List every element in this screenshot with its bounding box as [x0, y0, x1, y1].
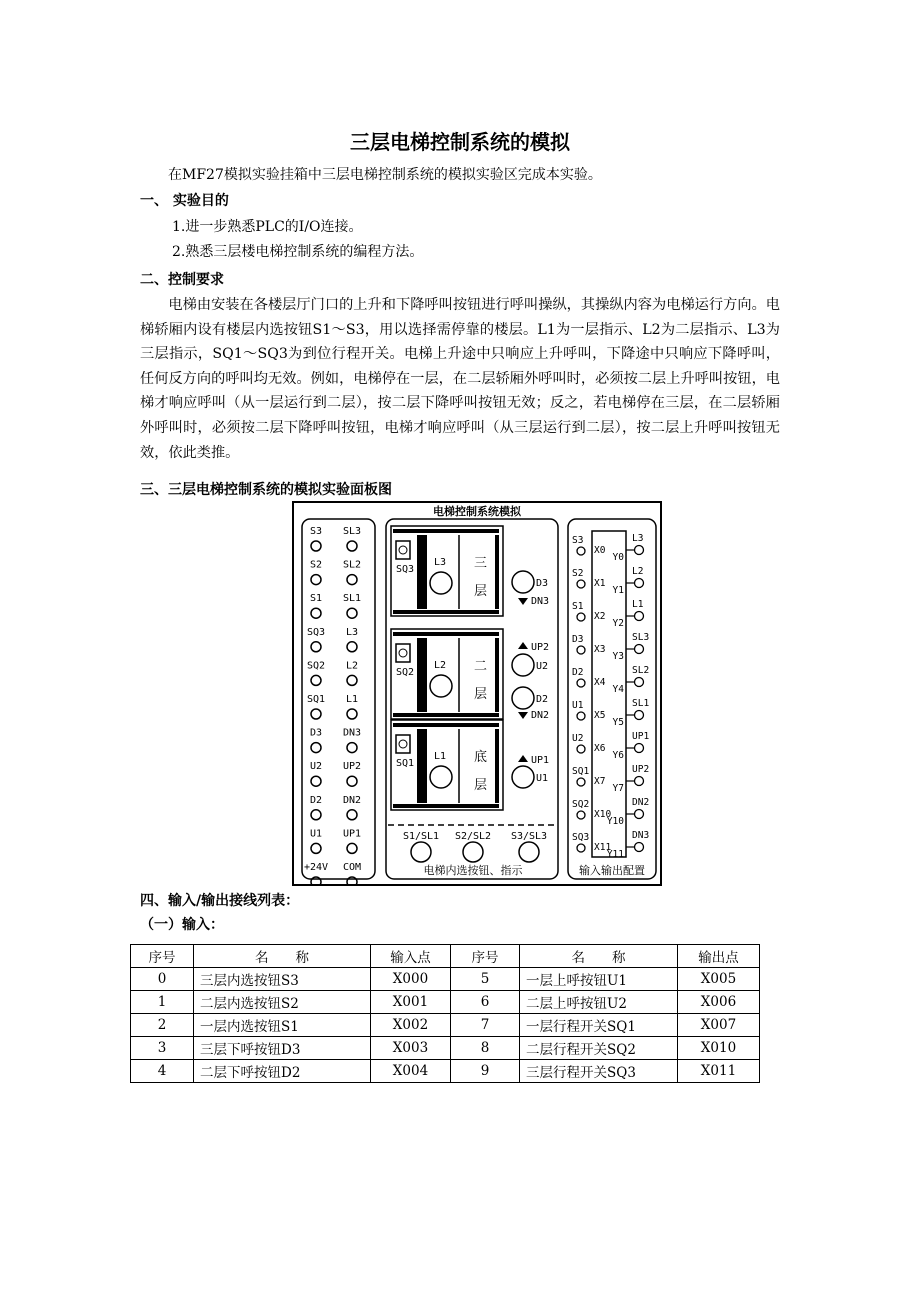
- table-header: 名 称: [520, 945, 678, 968]
- io-input-label: D2: [572, 667, 584, 678]
- call-label: U1: [536, 773, 549, 784]
- io-output-label: SL3: [632, 632, 650, 643]
- io-output-label: UP1: [632, 731, 650, 742]
- io-x-label: X4: [594, 677, 606, 688]
- table-cell: 二层上呼按钮U2: [520, 991, 678, 1014]
- floor-limit-switch-label: SQ1: [396, 758, 415, 769]
- table-cell: 一层上呼按钮U1: [520, 968, 678, 991]
- io-caption: 输入输出配置: [579, 864, 645, 877]
- objective-item: 1.进一步熟悉PLC的I/O连接。: [172, 219, 363, 235]
- floor-name: 层: [474, 687, 488, 702]
- table-cell: X004: [371, 1060, 451, 1083]
- io-output-label: L1: [632, 599, 644, 610]
- table-row: [131, 1060, 760, 1083]
- table-cell: 二层下呼按钮D2: [194, 1060, 371, 1083]
- table-cell: X005: [678, 968, 760, 991]
- table-cell: 二层行程开关SQ2: [520, 1037, 678, 1060]
- terminal-label: UP1: [342, 828, 362, 840]
- terminal-label: SQ1: [306, 694, 326, 705]
- table-cell: 一层行程开关SQ1: [520, 1014, 678, 1037]
- terminal-label: SQ3: [306, 626, 326, 638]
- table-cell: 二层内选按钮S2: [194, 991, 371, 1014]
- table-cell: 4: [131, 1060, 194, 1083]
- input-subheading: （一）输入：: [140, 917, 224, 933]
- floor-lamp-label: L1: [434, 751, 447, 762]
- table-cell: 三层内选按钮S3: [194, 968, 371, 991]
- io-output-label: L2: [632, 566, 644, 577]
- intro-text: 在MF27模拟实验挂箱中三层电梯控制系统的模拟实验区完成本实验。: [168, 167, 602, 183]
- table-cell: X001: [371, 991, 451, 1014]
- floor-limit-switch-label: SQ3: [396, 564, 415, 575]
- page-title: 三层电梯控制系统的模拟: [350, 130, 570, 154]
- table-cell: 5: [451, 968, 520, 991]
- terminal-label: DN3: [342, 727, 362, 739]
- io-input-label: SQ1: [572, 766, 590, 777]
- io-output-label: DN3: [632, 830, 650, 841]
- section-1-heading: 一、 实验目的: [140, 193, 229, 209]
- terminal-label: SL3: [342, 526, 362, 537]
- floor-name: 层: [474, 778, 488, 793]
- io-y-label: Y2: [612, 618, 624, 629]
- panel-title: 电梯控制系统模拟: [433, 505, 521, 518]
- floor-name: 底: [474, 750, 488, 765]
- table-row: [131, 991, 760, 1014]
- terminal-label: +24V: [303, 862, 329, 873]
- inner-caption: 电梯内选按钮、指示: [423, 864, 523, 877]
- io-output-label: L3: [632, 533, 644, 544]
- io-x-label: X10: [594, 809, 612, 820]
- io-input-label: SQ3: [572, 832, 590, 843]
- terminal-label: S3: [309, 526, 323, 537]
- io-input-label: D3: [572, 634, 584, 645]
- call-label: UP1: [531, 755, 550, 766]
- floor-name: 三: [474, 556, 488, 571]
- terminal-label: L3: [345, 626, 359, 638]
- call-label: DN3: [531, 596, 550, 607]
- inner-button-label: S3/SL3: [510, 831, 548, 842]
- terminal-label: SL1: [342, 593, 362, 605]
- table-cell: 6: [451, 991, 520, 1014]
- table-cell: 一层内选按钮S1: [194, 1014, 371, 1037]
- io-table: [130, 944, 760, 1083]
- table-cell: 9: [451, 1060, 520, 1083]
- terminal-label: L2: [345, 660, 359, 672]
- section-3-heading: 三、三层电梯控制系统的模拟实验面板图: [140, 482, 392, 498]
- floor-name: 二: [474, 659, 488, 674]
- io-y-label: Y11: [606, 849, 624, 860]
- table-cell: 1: [131, 991, 194, 1014]
- terminal-label: SL2: [342, 559, 362, 571]
- objective-item: 2.熟悉三层楼电梯控制系统的编程方法。: [172, 244, 424, 260]
- io-x-label: X6: [594, 743, 606, 754]
- table-cell: 0: [131, 968, 194, 991]
- control-requirements-text: 电梯由安装在各楼层厅门口的上升和下降呼叫按钮进行呼叫操纵，其操纵内容为电梯运行方向。电梯轿厢内设有楼层内选按钮S1～S3，用以选择需停靠的楼层。L1为一层指示、L2为二层指示、L3为三层指示，SQ1～SQ3为到位行程开关。电梯上升途中只响应上升呼叫，下降途中只响应下降呼叫，任何反方向的呼叫均无效。例如，电梯停在一层，在二层轿厢外呼叫时，必须按二层上升呼叫按钮，电梯才响应呼叫（从一层运行到二层），按二层下降呼叫按钮无效；反之，若电梯停在三层，在二层轿厢外呼叫时，必须按二层下降呼叫按钮，电梯才响应呼叫（从三层运行到二层），按二层上升呼叫按钮无效，依此类推。: [140, 297, 780, 461]
- table-cell: 三层下呼按钮D3: [194, 1037, 371, 1060]
- call-label: D2: [536, 694, 549, 705]
- io-x-label: X7: [594, 776, 606, 787]
- inner-button-label: S2/SL2: [454, 831, 492, 842]
- io-input-label: U1: [572, 700, 584, 711]
- terminal-label: S1: [309, 593, 323, 605]
- table-cell: X011: [678, 1060, 760, 1083]
- io-x-label: X0: [594, 545, 606, 556]
- table-cell: 2: [131, 1014, 194, 1037]
- io-y-label: Y3: [612, 651, 624, 662]
- io-x-label: X2: [594, 611, 606, 622]
- io-input-label: S3: [572, 535, 584, 546]
- io-input-label: U2: [572, 733, 584, 744]
- table-cell: X007: [678, 1014, 760, 1037]
- io-x-label: X11: [594, 842, 612, 853]
- table-row: [131, 1037, 760, 1060]
- terminal-label: DN2: [342, 794, 362, 806]
- floor-lamp-label: L3: [434, 557, 447, 568]
- table-header: 输出点: [678, 945, 760, 968]
- terminal-label: S2: [309, 559, 323, 571]
- table-header: 名 称: [194, 945, 371, 968]
- elevator-panel-diagram: [292, 501, 662, 886]
- terminal-label: SQ2: [306, 660, 326, 672]
- io-output-label: UP2: [632, 764, 650, 775]
- call-label: D3: [536, 578, 549, 589]
- table-row: [131, 968, 760, 991]
- io-y-label: Y7: [612, 783, 624, 794]
- terminal-label: L1: [345, 694, 359, 705]
- section-4-heading: 四、输入/输出接线列表：: [140, 893, 300, 909]
- table-cell: X000: [371, 968, 451, 991]
- io-y-label: Y4: [612, 684, 624, 695]
- terminal-label: COM: [342, 862, 362, 873]
- table-row: [131, 1014, 760, 1037]
- floor-lamp-label: L2: [434, 660, 447, 671]
- terminal-label: U1: [309, 828, 323, 840]
- floor-limit-switch-label: SQ2: [396, 667, 415, 678]
- io-y-label: Y6: [612, 750, 624, 761]
- io-x-label: X1: [594, 578, 606, 589]
- table-cell: X003: [371, 1037, 451, 1060]
- io-y-label: Y0: [612, 552, 624, 563]
- table-header: 序号: [131, 945, 194, 968]
- call-label: UP2: [531, 642, 550, 653]
- call-label: U2: [536, 661, 549, 672]
- io-y-label: Y1: [612, 585, 624, 596]
- table-header: 输入点: [371, 945, 451, 968]
- call-label: DN2: [531, 710, 550, 721]
- table-cell: X006: [678, 991, 760, 1014]
- terminal-label: U2: [309, 761, 323, 773]
- io-x-label: X5: [594, 710, 606, 721]
- terminal-label: D2: [309, 794, 323, 806]
- io-y-label: Y10: [606, 816, 624, 827]
- table-cell: X010: [678, 1037, 760, 1060]
- terminal-label: D3: [309, 727, 323, 739]
- io-input-label: S2: [572, 568, 584, 579]
- floor-name: 层: [474, 584, 488, 599]
- io-y-label: Y5: [612, 717, 624, 728]
- table-cell: 8: [451, 1037, 520, 1060]
- io-output-label: DN2: [632, 797, 650, 808]
- table-cell: 3: [131, 1037, 194, 1060]
- table-header: 序号: [451, 945, 520, 968]
- io-input-label: S1: [572, 601, 584, 612]
- io-x-label: X3: [594, 644, 606, 655]
- io-output-label: SL2: [632, 665, 650, 676]
- table-cell: X002: [371, 1014, 451, 1037]
- terminal-label: UP2: [342, 761, 362, 773]
- table-header-row: [131, 945, 760, 968]
- table-cell: 三层行程开关SQ3: [520, 1060, 678, 1083]
- table-cell: 7: [451, 1014, 520, 1037]
- io-output-label: SL1: [632, 698, 650, 709]
- inner-button-label: S1/SL1: [402, 831, 440, 842]
- section-2-heading: 二、控制要求: [140, 272, 224, 288]
- io-input-label: SQ2: [572, 799, 590, 810]
